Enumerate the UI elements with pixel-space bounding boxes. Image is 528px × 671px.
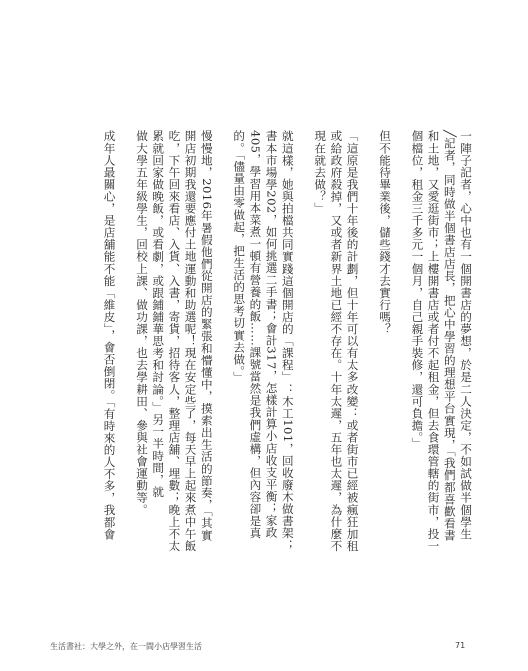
text-column: 就這樣，她與拍檔共同實踐這個開店的「課程」：木工101，回收廢木做書架； <box>280 130 295 552</box>
text-column: 吃，下午回來看店、入貨、入書，寄貨，招待客人，整理店舖、埋數；晚上不太 <box>167 130 182 552</box>
running-head: 生活書社：大學之外，在一間小店學習生活 <box>50 642 202 651</box>
text-column: 個檔位，租金三千多元一個月，自己親手裝修，還可負擔。」 <box>410 130 425 450</box>
text-column: 但不能待畢業後，儲些錢才去實行嗎？ <box>378 130 392 335</box>
text-column: 的。「儘量由零做起，把生活的思考切實去做。」 <box>232 130 247 384</box>
text-column: 成年人最關心，是店舖能不能「維皮」，會否倒閉。「有時來的人不多，我都會 <box>102 130 117 541</box>
text-column: 現在就去做？」 <box>313 130 328 215</box>
text-column: 或給政府殺掉，又或者新界土地已經不存在。十年太遲，五年也太遲，為什麼不 <box>329 130 344 552</box>
text-column: 和土地，又愛逛街市；上樓開書店或者付不起租金，但去食環管轄的街市，投一 <box>426 130 441 552</box>
text-column: 開店初期我還要應付土地運動和助選呢！現在安定些了，每天早上起來煮中午飯 <box>183 130 198 552</box>
text-column: 405，學習用本菜煮一頓有營養的飯……課號當然是我們虛構，但內容卻是真 <box>248 130 263 540</box>
text-column: 累就回家做晚飯，或看劇，或跟鋪鋪華思考和討論。」另一半時間，就 <box>151 130 166 498</box>
page-number: 71 <box>455 641 466 650</box>
text-column: 「這原是我們十年後的計劃，但十年可以有太多改變：或者街市已經被瘋狂加租 <box>345 130 360 552</box>
text-column: ╱記者，同時做半個書店店長，把心中學習的理想平台實現，「我們都喜歡看書 <box>442 130 457 542</box>
text-column: 慢慢地，2016年暑假他們從開店的緊張和懵懂中，摸索出生活的節奏，「其實 <box>199 130 214 542</box>
text-column: 書本市場學202，如何挑選二手書；會計317，怎樣計算小店收支平衡；家政 <box>264 130 279 539</box>
text-column: 做大學五年級學生，回校上課、做功課，也去學耕田、參與社會運動等。 <box>135 130 149 516</box>
text-column: 一陣子記者，心中也有一個開書店的夢想，於是二人決定，不如試做半個學生 <box>459 130 473 540</box>
